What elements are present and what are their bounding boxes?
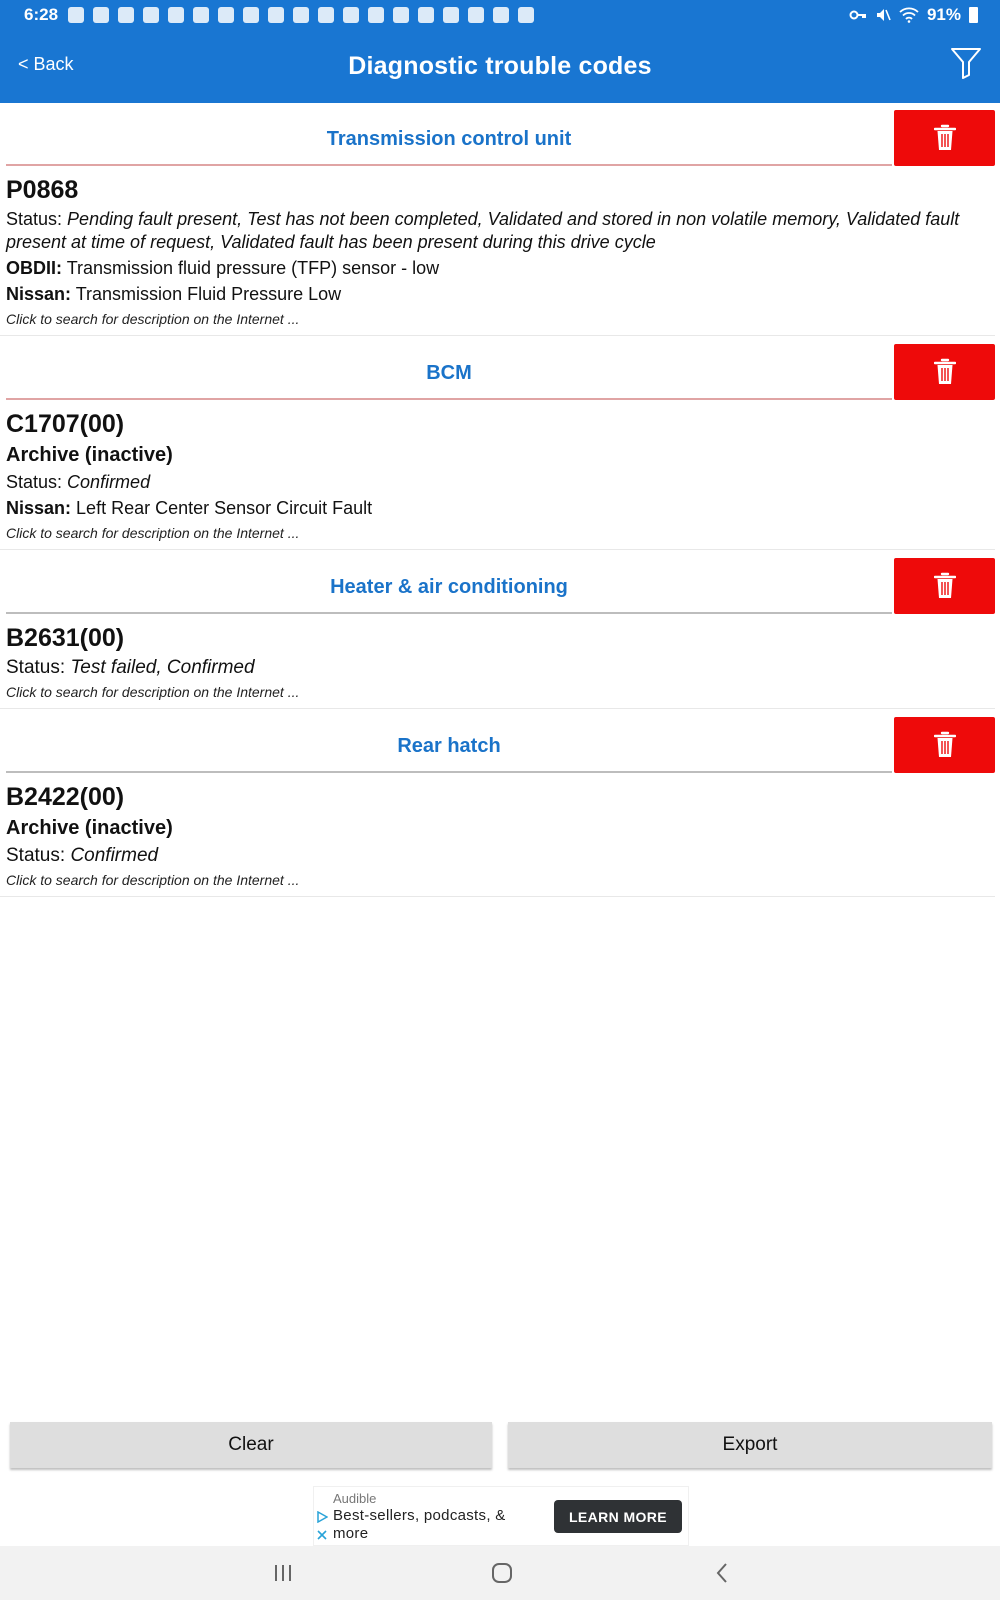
dtc-nissan: [6, 283, 989, 306]
section-header-hvac: [0, 558, 1000, 621]
delete-button[interactable]: [894, 558, 995, 614]
notification-icon: [468, 7, 484, 23]
dtc-nissan: [6, 497, 989, 520]
status-label: Status:: [6, 472, 63, 492]
system-nav-bar: [0, 1546, 1000, 1600]
notification-icon: [243, 7, 259, 23]
section-divider: [6, 771, 892, 773]
section-header-bcm: [0, 344, 1000, 407]
status-bar: [0, 0, 1000, 30]
notification-icon: [168, 7, 184, 23]
nissan-label: Nissan:: [6, 284, 72, 304]
status-label: Status:: [6, 209, 63, 229]
app-bar: [0, 30, 1000, 103]
delete-button[interactable]: [894, 344, 995, 400]
home-icon[interactable]: [489, 1560, 515, 1586]
dtc-code: B2631(00): [6, 624, 125, 652]
nissan-value: Left Rear Center Sensor Circuit Fault: [76, 498, 373, 518]
notification-icon: [218, 7, 234, 23]
notification-icon: [68, 7, 84, 23]
notification-icon: [143, 7, 159, 23]
obdii-value: Transmission fluid pressure (TFP) sensor - low: [66, 258, 440, 278]
section-header-rear-hatch: [0, 717, 1000, 780]
dtc-item[interactable]: [0, 173, 995, 336]
top-bar: [0, 0, 1000, 103]
delete-button[interactable]: [894, 110, 995, 166]
back-arrow-icon[interactable]: [710, 1560, 736, 1586]
section-divider: [6, 612, 892, 614]
dtc-status: [6, 208, 989, 254]
search-internet-link[interactable]: Click to search for description on the Internet ...: [6, 525, 300, 541]
page-title: Diagnostic trouble codes: [348, 52, 652, 80]
notification-icon: [343, 7, 359, 23]
notification-icon: [518, 7, 534, 23]
delete-button[interactable]: [894, 717, 995, 773]
ad-banner[interactable]: [313, 1486, 689, 1546]
notification-icon: [393, 7, 409, 23]
notification-icon: [118, 7, 134, 23]
back-button[interactable]: < Back: [18, 54, 74, 74]
ad-text: Best-sellers, podcasts, & more: [333, 1507, 506, 1542]
filter-funnel-icon[interactable]: [950, 46, 982, 80]
search-internet-link[interactable]: Click to search for description on the Internet ...: [6, 684, 300, 700]
dtc-code: B2422(00): [6, 783, 125, 811]
wifi-icon: [899, 7, 919, 23]
notification-icon: [293, 7, 309, 23]
section-title[interactable]: Rear hatch: [397, 735, 501, 757]
dtc-code: P0868: [6, 176, 79, 204]
dtc-obdii: [6, 257, 989, 280]
section-title[interactable]: BCM: [426, 362, 472, 384]
status-value: Pending fault present, Test has not been completed, Validated and stored in non volatile memory, Validated fault present at time of request, Validated fault has been present during this drive cycle: [6, 209, 960, 252]
status-value: Confirmed: [70, 845, 159, 866]
notification-icon: [193, 7, 209, 23]
notification-icon: [418, 7, 434, 23]
status-right: [849, 5, 978, 25]
battery-icon: [969, 7, 978, 23]
nissan-label: Nissan:: [6, 498, 72, 518]
dtc-list: [0, 103, 1000, 897]
dtc-status: [6, 471, 989, 494]
ad-brand: Audible: [333, 1491, 377, 1506]
notification-icon: [93, 7, 109, 23]
status-label: Status:: [6, 845, 66, 866]
archive-label: Archive (inactive): [6, 444, 173, 466]
section-title[interactable]: Heater & air conditioning: [330, 576, 568, 598]
section-divider: [6, 164, 892, 166]
vpn-key-icon: [849, 9, 867, 21]
status-label: Status:: [6, 657, 66, 678]
bottom-buttons: [0, 1422, 1000, 1468]
close-icon[interactable]: [316, 1529, 328, 1541]
mute-icon: [875, 7, 891, 23]
notification-icon: [268, 7, 284, 23]
status-time: 6:28: [24, 5, 59, 24]
status-value: Test failed, Confirmed: [70, 657, 255, 678]
search-internet-link[interactable]: Click to search for description on the Internet ...: [6, 311, 300, 327]
notification-icon: [443, 7, 459, 23]
clear-button[interactable]: Clear: [10, 1422, 492, 1468]
nissan-value: Transmission Fluid Pressure Low: [75, 284, 342, 304]
status-value: Confirmed: [67, 472, 151, 492]
dtc-status: [6, 656, 989, 679]
notification-icon: [368, 7, 384, 23]
learn-more-button[interactable]: LEARN MORE: [554, 1500, 682, 1533]
recents-icon[interactable]: [270, 1560, 296, 1586]
ad-choices-icon[interactable]: [316, 1511, 328, 1523]
dtc-code: C1707(00): [6, 410, 125, 438]
notification-icons: [68, 7, 534, 23]
export-button[interactable]: Export: [508, 1422, 992, 1468]
trash-icon: [934, 731, 956, 759]
dtc-item[interactable]: [0, 621, 995, 709]
trash-icon: [934, 124, 956, 152]
trash-icon: [934, 572, 956, 600]
dtc-status: [6, 844, 989, 867]
dtc-item[interactable]: [0, 407, 995, 550]
section-title[interactable]: Transmission control unit: [326, 128, 572, 150]
search-internet-link[interactable]: Click to search for description on the Internet ...: [6, 872, 300, 888]
dtc-item[interactable]: [0, 780, 995, 897]
notification-icon: [493, 7, 509, 23]
obdii-label: OBDII:: [6, 258, 62, 278]
trash-icon: [934, 358, 956, 386]
archive-label: Archive (inactive): [6, 817, 173, 839]
section-divider: [6, 398, 892, 400]
battery-percent: 91%: [926, 5, 961, 24]
notification-icon: [318, 7, 334, 23]
section-header-transmission: [0, 110, 1000, 173]
